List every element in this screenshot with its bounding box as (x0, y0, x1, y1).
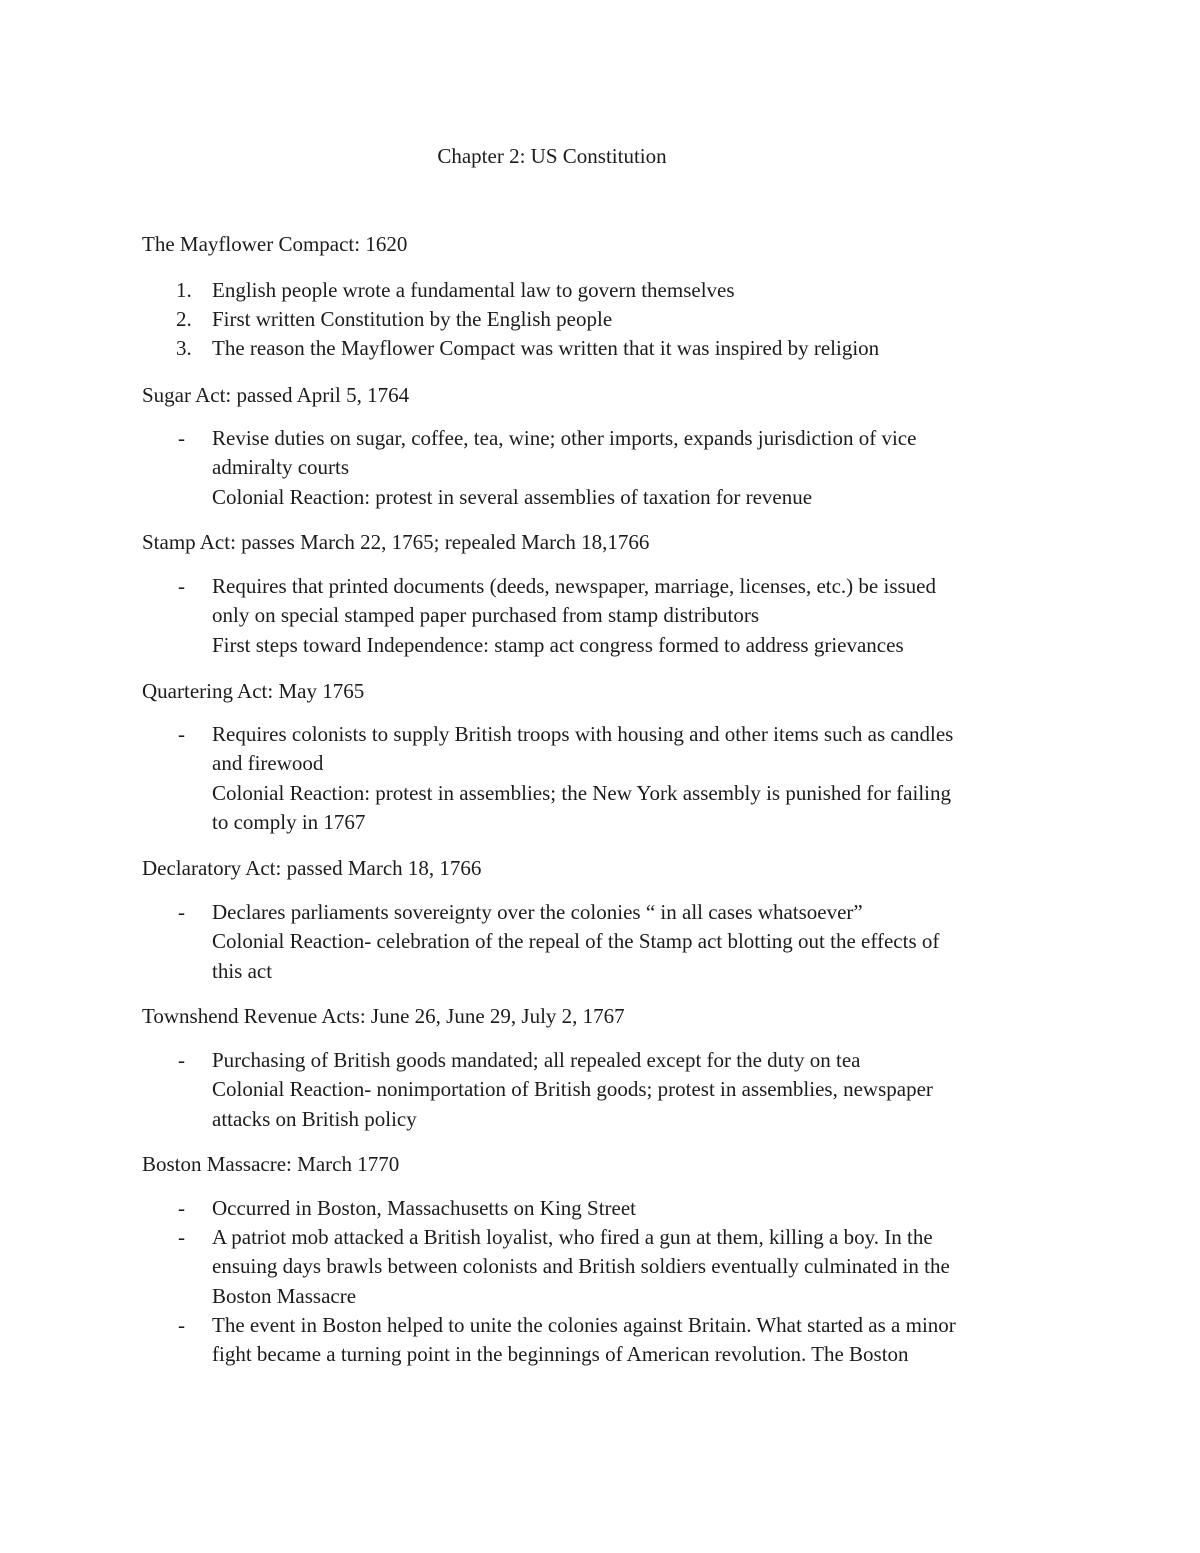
list-number: 2. (176, 307, 192, 331)
bullet-dash: - (178, 574, 185, 598)
list-item-line: First written Constitution by the English people (212, 307, 613, 331)
bullet-dash: - (178, 1196, 185, 1220)
page-title: Chapter 2: US Constitution (437, 144, 667, 168)
list-item (142, 334, 1102, 363)
list-item-line: Purchasing of British goods mandated; all repealed except for the duty on tea (212, 1048, 861, 1072)
list-item-line: fight became a turning point in the beginnings of American revolution. The Boston (212, 1342, 909, 1367)
bullet-dash: - (178, 1225, 185, 1249)
section-heading-quartering-act: Quartering Act: May 1765 (142, 679, 365, 703)
section-heading-boston-massacre: Boston Massacre: March 1770 (142, 1152, 400, 1176)
list-number: 1. (176, 278, 192, 302)
bullet-dash: - (178, 1048, 185, 1072)
list-item (142, 424, 1102, 512)
section-heading-stamp-act: Stamp Act: passes March 22, 1765; repealed March 18,1766 (142, 530, 650, 554)
list-item-line: attacks on British policy (212, 1106, 417, 1131)
section-heading-townshend-acts: Townshend Revenue Acts: June 26, June 29, July 2, 1767 (142, 1004, 625, 1028)
list-item (142, 305, 1102, 334)
list-item-line: ensuing days brawls between colonists and British soldiers eventually culminated in the (212, 1254, 950, 1279)
list-item-line: The event in Boston helped to unite the colonies against Britain. What started as a minor (212, 1313, 956, 1337)
list-item-line: Revise duties on sugar, coffee, tea, wine; other imports, expands jurisdiction of vice (212, 426, 917, 450)
list-item-line: admiralty courts (212, 455, 350, 480)
list-item-line: First steps toward Independence: stamp act congress formed to address grievances (212, 632, 904, 657)
list-item-line: Colonial Reaction- celebration of the repeal of the Stamp act blotting out the effects of (212, 929, 940, 954)
list-item-line: A patriot mob attacked a British loyalist, who fired a gun at them, killing a boy. In the (212, 1225, 933, 1249)
list-item-line: English people wrote a fundamental law to govern themselves (212, 278, 735, 302)
list-item-line: Occurred in Boston, Massachusetts on King Street (212, 1196, 637, 1220)
list-item (142, 1311, 1102, 1370)
list-item-line: to comply in 1767 (212, 810, 366, 835)
bullet-dash: - (178, 722, 185, 746)
list-item-line: Colonial Reaction: protest in assemblies; the New York assembly is punished for failing (212, 780, 951, 805)
list-item (142, 1194, 1102, 1223)
bullet-dash: - (178, 900, 185, 924)
list-item-line: Boston Massacre (212, 1283, 357, 1308)
list-item-line: and firewood (212, 751, 324, 776)
list-item-line: Declares parliaments sovereignty over the colonies “ in all cases whatsoever” (212, 900, 863, 924)
list-number: 3. (176, 336, 192, 360)
list-item-line: The reason the Mayflower Compact was written that it was inspired by religion (212, 336, 880, 360)
bullet-dash: - (178, 426, 185, 450)
list-item-line: Colonial Reaction- nonimportation of British goods; protest in assemblies, newspaper (212, 1077, 933, 1102)
section-heading-declaratory-act: Declaratory Act: passed March 18, 1766 (142, 856, 482, 880)
list-item (142, 720, 1102, 838)
list-item-line: only on special stamped paper purchased from stamp distributors (212, 603, 760, 628)
list-item-line: Requires that printed documents (deeds, newspaper, marriage, licenses, etc.) be issued (212, 574, 936, 598)
list-item-line: this act (212, 958, 273, 983)
list-item (142, 276, 1102, 305)
section-heading-sugar-act: Sugar Act: passed April 5, 1764 (142, 383, 410, 407)
list-item-line: Colonial Reaction: protest in several assemblies of taxation for revenue (212, 484, 813, 509)
list-item (142, 1046, 1102, 1134)
list-item (142, 1223, 1102, 1311)
list-item (142, 572, 1102, 660)
list-item (142, 898, 1102, 986)
section-heading-mayflower-compact: The Mayflower Compact: 1620 (142, 232, 408, 256)
list-item-line: Requires colonists to supply British troops with housing and other items such as candles (212, 722, 954, 746)
bullet-dash: - (178, 1313, 185, 1337)
